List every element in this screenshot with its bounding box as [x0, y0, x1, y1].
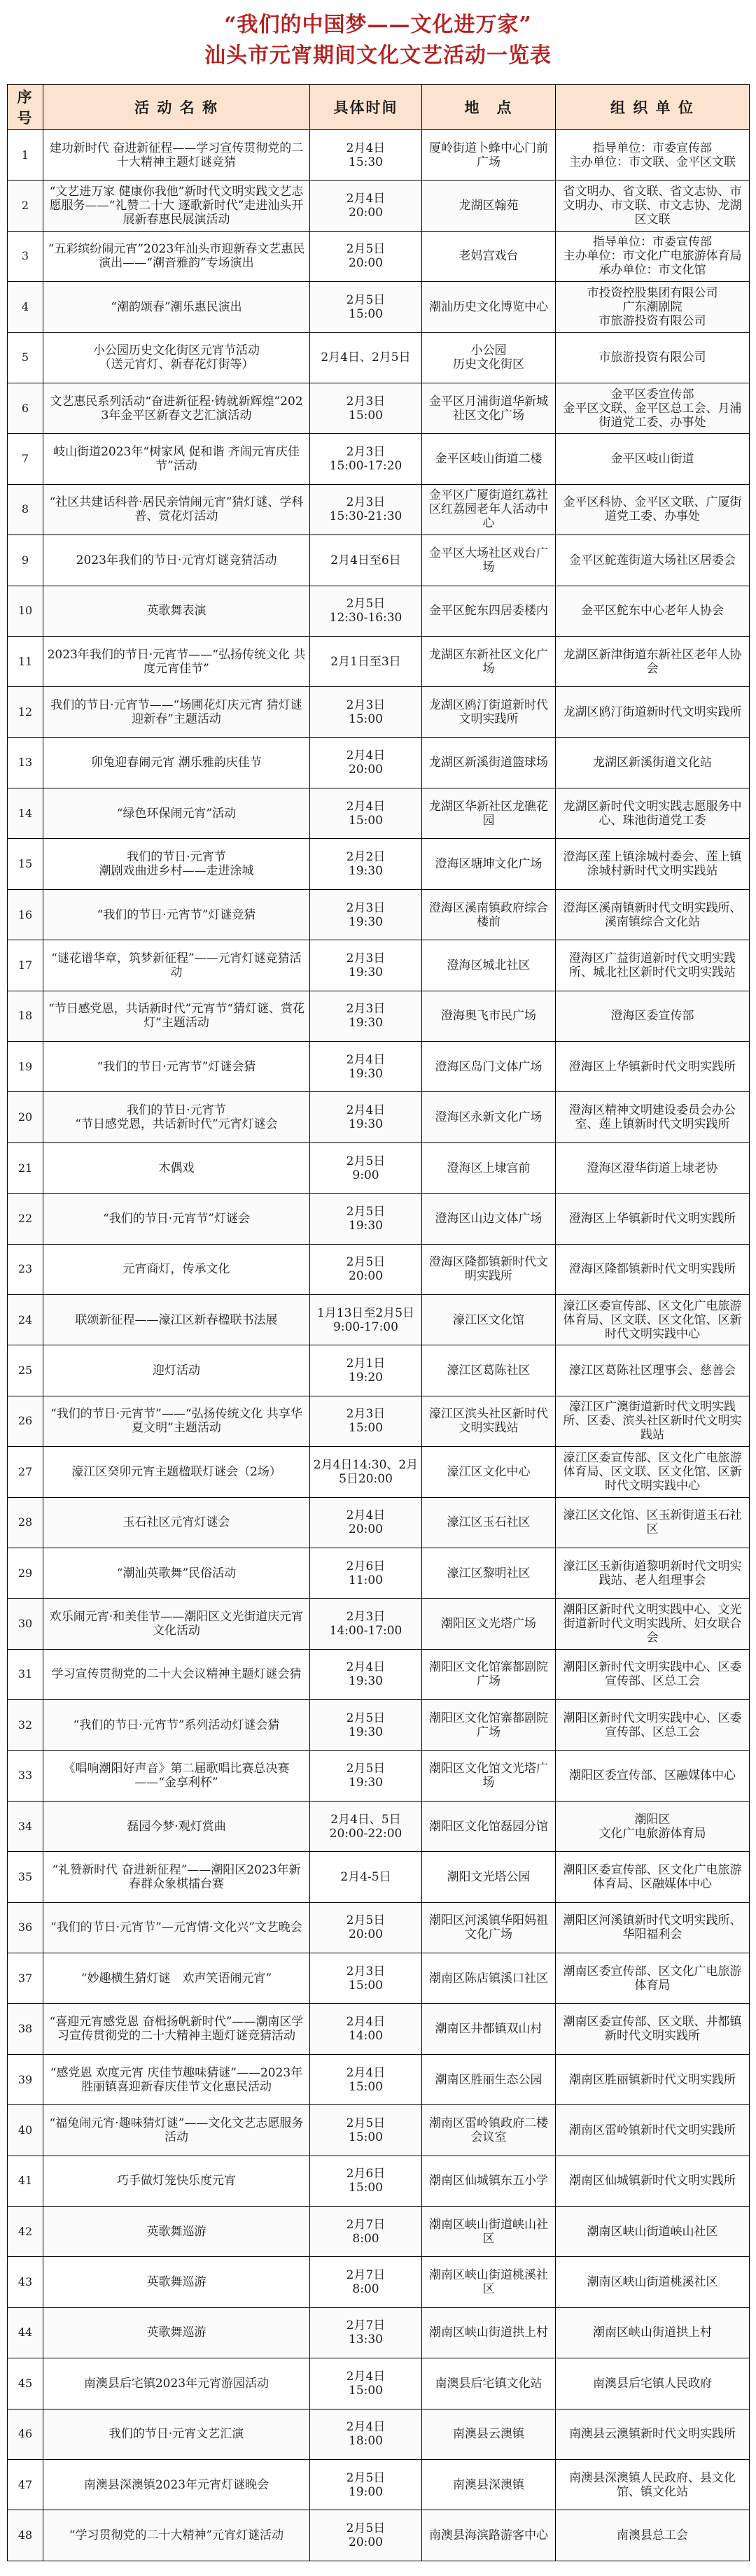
cell-organizer: 南澳县深澳镇人民政府、县文化馆、镇文化站: [556, 2459, 750, 2510]
cell-no: 26: [8, 1396, 43, 1446]
cell-activity-name: 英歌舞巡游: [43, 2257, 310, 2307]
cell-activity-name: “我们的节日·元宵节”—元宵情·文化兴”文艺晚会: [43, 1902, 310, 1953]
cell-place: 金平区大场社区戏台广场: [422, 535, 556, 586]
cell-time: 2月4日 14:00: [310, 2004, 422, 2054]
cell-no: 11: [8, 636, 43, 686]
cell-time: 2月5日 20:00: [310, 1902, 422, 1953]
cell-activity-name: 2023年我们的节日·元宵节——“弘扬传统文化 共度元宵佳节”: [43, 636, 310, 686]
cell-organizer: 濠江区文化馆、区玉新街道玉石社区: [556, 1497, 750, 1548]
cell-time: 2月3日 15:00-17:20: [310, 434, 422, 484]
cell-place: 南澳县后宅镇文化站: [422, 2358, 556, 2409]
cell-organizer: 潮南区委宣传部、区文化广电旅游体育局: [556, 1953, 750, 2004]
table-row: [8, 2510, 750, 2561]
table-row: [8, 839, 750, 889]
cell-organizer: 澄海区隆都镇新时代文明实践所: [556, 1244, 750, 1294]
cell-no: 24: [8, 1294, 43, 1345]
cell-activity-name: “我们的节日·元宵节”灯谜会: [43, 1194, 310, 1244]
cell-no: 44: [8, 2307, 43, 2358]
cell-time: 2月3日 19:30: [310, 889, 422, 940]
cell-activity-name: 2023年我们的节日·元宵灯谜竞猜活动: [43, 535, 310, 586]
cell-no: 38: [8, 2004, 43, 2054]
cell-no: 20: [8, 1092, 43, 1142]
cell-place: 濠江区黎明社区: [422, 1548, 556, 1598]
table-row: [8, 332, 750, 383]
cell-no: 16: [8, 889, 43, 940]
table-row: [8, 1801, 750, 1851]
table-row: [8, 991, 750, 1041]
cell-time: 2月4日 20:00: [310, 1497, 422, 1548]
page-title: “我们的中国梦——文化进万家”: [224, 13, 532, 37]
column-header-org: 组 织 单 位: [556, 85, 750, 130]
page-subtitle: 汕头市元宵期间文化文艺活动一览表: [204, 43, 552, 68]
cell-place: 濠江区文化馆: [422, 1294, 556, 1345]
cell-organizer: 澄海区溪南镇新时代文明实践所、溪南镇综合文化站: [556, 889, 750, 940]
cell-place: 澄海区上埭宫前: [422, 1142, 556, 1193]
cell-place: 潮南区峡山街道峡山社区: [422, 2207, 556, 2257]
cell-place: 濠江区文化中心: [422, 1447, 556, 1497]
table-row: [8, 1700, 750, 1750]
cell-organizer: 金平区科协、金平区文联、广厦街道党工委、办事处: [556, 484, 750, 535]
cell-time: 2月4日、2月5日: [310, 332, 422, 383]
cell-no: 14: [8, 788, 43, 839]
cell-place: 澄海区塘坤文化广场: [422, 839, 556, 889]
table-row: [8, 1548, 750, 1598]
table-row: [8, 1244, 750, 1294]
cell-activity-name: 南澳县后宅镇2023年元宵游园活动: [43, 2358, 310, 2409]
cell-time: 2月7日 8:00: [310, 2257, 422, 2307]
table-row: [8, 1599, 750, 1649]
cell-activity-name: 木偶戏: [43, 1142, 310, 1193]
table-row: [8, 2207, 750, 2257]
cell-organizer: 澄海区上华镇新时代文明实践所: [556, 1194, 750, 1244]
cell-place: 老妈宫戏台: [422, 231, 556, 281]
cell-no: 37: [8, 1953, 43, 2004]
table-row: [8, 1750, 750, 1801]
cell-time: 2月6日 11:00: [310, 1548, 422, 1598]
table-row: [8, 2459, 750, 2510]
cell-organizer: 龙湖区新津街道东新社区老年人协会: [556, 636, 750, 686]
cell-time: 1月13日至2月5日 9:00-17:00: [310, 1294, 422, 1345]
cell-activity-name: “文艺进万家 健康你我他”新时代文明实践文艺志愿服务——“礼赞二十大 逐歌新时代”走进汕头开展新春惠民展演活动: [43, 181, 310, 231]
table-row: [8, 1447, 750, 1497]
table-row: [8, 130, 750, 181]
cell-time: 2月3日 15:00: [310, 687, 422, 737]
cell-no: 25: [8, 1345, 43, 1396]
table-row: [8, 636, 750, 686]
cell-activity-name: “节日感党恩，共话新时代”元宵节“猜灯谜、赏花灯”主题活动: [43, 991, 310, 1041]
table-header-row: [8, 85, 750, 130]
cell-place: 潮阳区文化馆寨都剧院广场: [422, 1700, 556, 1750]
cell-organizer: 指导单位：市委宣传部 主办单位：市文化广电旅游体育局 承办单位：市文化馆: [556, 231, 750, 281]
cell-time: 2月5日 15:00: [310, 2105, 422, 2156]
cell-place: 潮南区陈店镇溪口社区: [422, 1953, 556, 2004]
cell-place: 潮阳文光塔公园: [422, 1852, 556, 1902]
cell-place: 南澳县海滨路游客中心: [422, 2510, 556, 2561]
cell-organizer: 澄海区委宣传部: [556, 991, 750, 1041]
cell-no: 5: [8, 332, 43, 383]
cell-activity-name: “谜花谱华章，筑梦新征程”——元宵灯谜竞猜活动: [43, 940, 310, 991]
cell-no: 32: [8, 1700, 43, 1750]
cell-time: 2月3日 15:00: [310, 1396, 422, 1446]
table-row: [8, 2409, 750, 2459]
cell-no: 1: [8, 130, 43, 181]
cell-time: 2月4日至6日: [310, 535, 422, 586]
cell-place: 金平区广厦街道红荔社区红荔园老年人活动中心: [422, 484, 556, 535]
table-row: [8, 889, 750, 940]
cell-activity-name: 文艺惠民系列活动“奋进新征程·铸就新辉煌”2023年金平区新春文艺汇演活动: [43, 383, 310, 433]
cell-place: 金平区月浦街道华新城社区文化广场: [422, 383, 556, 433]
cell-time: 2月7日 13:30: [310, 2307, 422, 2358]
cell-place: 龙湖区东新社区文化广场: [422, 636, 556, 686]
cell-no: 9: [8, 535, 43, 586]
cell-no: 15: [8, 839, 43, 889]
cell-time: 2月3日 15:00: [310, 1953, 422, 2004]
cell-organizer: 潮南区雷岭镇新时代文明实践所: [556, 2105, 750, 2156]
cell-place: 龙湖区新溪街道篮球场: [422, 737, 556, 788]
cell-organizer: 南澳县后宅镇人民政府: [556, 2358, 750, 2409]
column-header-name: 活 动 名 称: [43, 85, 310, 130]
table-row: [8, 383, 750, 433]
table-row: [8, 484, 750, 535]
cell-activity-name: “社区共建话科普·居民亲情闹元宵”猜灯谜、学科普、赏花灯活动: [43, 484, 310, 535]
cell-no: 19: [8, 1042, 43, 1092]
table-row: [8, 1345, 750, 1396]
cell-place: 澄海区隆都镇新时代文明实践所: [422, 1244, 556, 1294]
cell-time: 2月5日 19:30: [310, 1700, 422, 1750]
cell-organizer: 市投资控股集团有限公司 广东潮剧院 市旅游投资有限公司: [556, 282, 750, 332]
cell-activity-name: “感党恩 欢度元宵 庆佳节趣味猜谜”——2023年胜丽镇喜迎新春庆佳节文化惠民活动: [43, 2054, 310, 2104]
cell-time: 2月4日 19:30: [310, 1042, 422, 1092]
cell-no: 43: [8, 2257, 43, 2307]
cell-time: 2月4日14:30、2月5日20:00: [310, 1447, 422, 1497]
cell-time: 2月5日 15:00: [310, 282, 422, 332]
cell-time: 2月5日 19:30: [310, 1750, 422, 1801]
cell-organizer: 金平区岐山街道: [556, 434, 750, 484]
cell-no: 33: [8, 1750, 43, 1801]
activity-table: [7, 84, 750, 2561]
cell-no: 40: [8, 2105, 43, 2156]
cell-no: 2: [8, 181, 43, 231]
cell-organizer: 金平区鮀东中心老年人协会: [556, 586, 750, 636]
cell-time: 2月4日 20:00: [310, 181, 422, 231]
cell-organizer: 龙湖区新溪街道文化站: [556, 737, 750, 788]
cell-activity-name: “我们的节日·元宵节”系列活动灯谜会猜: [43, 1700, 310, 1750]
cell-place: 潮南区井都镇双山村: [422, 2004, 556, 2054]
cell-activity-name: 我们的节日·元宵文艺汇演: [43, 2409, 310, 2459]
table-row: [8, 1194, 750, 1244]
cell-no: 22: [8, 1194, 43, 1244]
cell-organizer: 澄海区精神文明建设委员会办公室、莲上镇新时代文明实践所: [556, 1092, 750, 1142]
cell-no: 31: [8, 1649, 43, 1699]
table-row: [8, 181, 750, 231]
cell-organizer: 南澳县云澳镇新时代文明实践所: [556, 2409, 750, 2459]
cell-no: 27: [8, 1447, 43, 1497]
cell-activity-name: 英歌舞巡游: [43, 2207, 310, 2257]
cell-place: 南澳县深澳镇: [422, 2459, 556, 2510]
cell-activity-name: “喜迎元宵感党恩 奋楫扬帆新时代”——潮南区学习宣传贯彻党的二十大精神主题灯谜竞猜活动: [43, 2004, 310, 2054]
cell-no: 13: [8, 737, 43, 788]
table-row: [8, 2054, 750, 2104]
cell-place: 潮阳区文光塔广场: [422, 1599, 556, 1649]
cell-activity-name: 英歌舞表演: [43, 586, 310, 636]
cell-place: 南澳县云澳镇: [422, 2409, 556, 2459]
cell-activity-name: 岐山街道2023年“树家风 促和谐 齐闹元宵庆佳节”活动: [43, 434, 310, 484]
table-row: [8, 1953, 750, 2004]
cell-organizer: 潮阳区委宣传部、区融媒体中心: [556, 1750, 750, 1801]
cell-organizer: 潮阳区新时代文明实践中心、文光街道新时代文明实践所、妇女联合会: [556, 1599, 750, 1649]
cell-activity-name: “妙趣横生猜灯谜 欢声笑语闹元宵”: [43, 1953, 310, 2004]
cell-no: 17: [8, 940, 43, 991]
column-header-time: 具体时间: [310, 85, 422, 130]
table-row: [8, 1649, 750, 1699]
cell-activity-name: 元宵商灯，传承文化: [43, 1244, 310, 1294]
cell-activity-name: 学习宣传贯彻党的二十大会议精神主题灯谜会猜: [43, 1649, 310, 1699]
cell-time: 2月4日 15:00: [310, 2054, 422, 2104]
cell-organizer: 濠江区葛陈社区理事会、慈善会: [556, 1345, 750, 1396]
cell-place: 潮南区峡山街道拱上村: [422, 2307, 556, 2358]
cell-activity-name: “福兔闹元宵·趣味猜灯谜”——文化文艺志愿服务活动: [43, 2105, 310, 2156]
cell-time: 2月4日、5日 20:00-22:00: [310, 1801, 422, 1851]
cell-organizer: 潮南区峡山街道峡山社区: [556, 2207, 750, 2257]
cell-place: 金平区鮀东四居委楼内: [422, 586, 556, 636]
cell-organizer: 潮南区仙城镇新时代文明实践所: [556, 2156, 750, 2206]
cell-no: 7: [8, 434, 43, 484]
cell-organizer: 潮南区胜丽镇新时代文明实践所: [556, 2054, 750, 2104]
table-body: [8, 130, 750, 2561]
cell-no: 35: [8, 1852, 43, 1902]
cell-no: 10: [8, 586, 43, 636]
cell-time: 2月1日 19:20: [310, 1345, 422, 1396]
cell-organizer: 金平区鮀莲街道大场社区居委会: [556, 535, 750, 586]
cell-time: 2月4-5日: [310, 1852, 422, 1902]
cell-time: 2月4日 20:00: [310, 737, 422, 788]
cell-time: 2月6日 15:00: [310, 2156, 422, 2206]
cell-place: 澄海区城北社区: [422, 940, 556, 991]
cell-no: 36: [8, 1902, 43, 1953]
cell-activity-name: “我们的节日·元宵节”——“弘扬传统文化 共享华夏文明”主题活动: [43, 1396, 310, 1446]
cell-no: 8: [8, 484, 43, 535]
cell-place: 龙湖区翰苑: [422, 181, 556, 231]
cell-organizer: 龙湖区鸥汀街道新时代文明实践所: [556, 687, 750, 737]
cell-activity-name: “绿色环保闹元宵”活动: [43, 788, 310, 839]
table-row: [8, 231, 750, 281]
cell-activity-name: “潮汕英歌舞”民俗活动: [43, 1548, 310, 1598]
cell-no: 34: [8, 1801, 43, 1851]
cell-organizer: 潮阳区新时代文明实践中心、区委宣传部、区总工会: [556, 1649, 750, 1699]
table-row: [8, 1396, 750, 1446]
cell-place: 澄海区永新文化广场: [422, 1092, 556, 1142]
cell-organizer: 澄海区广益街道新时代文明实践所、城北社区新时代文明实践站: [556, 940, 750, 991]
cell-organizer: 澄海区上华镇新时代文明实践所: [556, 1042, 750, 1092]
cell-no: 42: [8, 2207, 43, 2257]
cell-organizer: 省文明办、省文联、省文志协、市文明办、市文联、市文志协、龙湖区文联: [556, 181, 750, 231]
cell-activity-name: 我们的节日·元宵节 “节日感党恩，共话新时代”元宵灯谜会: [43, 1092, 310, 1142]
cell-time: 2月3日 19:30: [310, 991, 422, 1041]
cell-activity-name: 磊园今梦·观灯赏曲: [43, 1801, 310, 1851]
cell-activity-name: 巧手做灯笼快乐度元宵: [43, 2156, 310, 2206]
cell-place: 澄海奥飞市民广场: [422, 991, 556, 1041]
cell-activity-name: “五彩缤纷闹元宵”2023年汕头市迎新春文艺惠民演出——“潮音雅韵”专场演出: [43, 231, 310, 281]
table-row: [8, 2257, 750, 2307]
cell-time: 2月5日 19:30: [310, 1194, 422, 1244]
cell-place: 澄海区山边文体广场: [422, 1194, 556, 1244]
cell-activity-name: 濠江区癸卯元宵主题楹联灯谜会（2场）: [43, 1447, 310, 1497]
table-row: [8, 940, 750, 991]
cell-organizer: 指导单位：市委宣传部 主办单位：市文联、金平区文联: [556, 130, 750, 181]
cell-no: 39: [8, 2054, 43, 2104]
table-row: [8, 1092, 750, 1142]
cell-no: 4: [8, 282, 43, 332]
cell-no: 29: [8, 1548, 43, 1598]
cell-place: 金平区岐山街道二楼: [422, 434, 556, 484]
cell-time: 2月4日 15:00: [310, 2358, 422, 2409]
cell-activity-name: 迎灯活动: [43, 1345, 310, 1396]
cell-organizer: 濠江区玉新街道黎明新时代文明实践站、老人组理事会: [556, 1548, 750, 1598]
cell-activity-name: 建功新时代 奋进新征程——学习宣传贯彻党的二十大精神主题灯谜竞猜: [43, 130, 310, 181]
table-row: [8, 2358, 750, 2409]
cell-no: 23: [8, 1244, 43, 1294]
cell-time: 2月3日 19:30: [310, 940, 422, 991]
cell-no: 21: [8, 1142, 43, 1193]
cell-organizer: 潮阳区 文化广电旅游体育局: [556, 1801, 750, 1851]
cell-no: 18: [8, 991, 43, 1041]
cell-organizer: 潮阳区新时代文明实践中心、区委宣传部、区总工会: [556, 1700, 750, 1750]
cell-activity-name: “我们的节日·元宵节”灯谜竞猜: [43, 889, 310, 940]
table-row: [8, 687, 750, 737]
cell-time: 2月3日 15:30-21:30: [310, 484, 422, 535]
cell-place: 潮南区峡山街道桃溪社区: [422, 2257, 556, 2307]
cell-place: 潮阳区文化馆文光塔广场: [422, 1750, 556, 1801]
cell-place: 潮南区雷岭镇政府二楼会议室: [422, 2105, 556, 2156]
cell-time: 2月5日 19:00: [310, 2459, 422, 2510]
cell-place: 潮阳区文化馆磊园分馆: [422, 1801, 556, 1851]
cell-place: 濠江区滨头社区新时代文明实践站: [422, 1396, 556, 1446]
cell-time: 2月4日 19:30: [310, 1092, 422, 1142]
cell-no: 28: [8, 1497, 43, 1548]
cell-activity-name: 欢乐闹元宵·和美佳节——潮阳区文光街道庆元宵文化活动: [43, 1599, 310, 1649]
cell-activity-name: “我们的节日·元宵节”灯谜会猜: [43, 1042, 310, 1092]
cell-no: 3: [8, 231, 43, 281]
cell-organizer: 澄海区莲上镇涂城村委会、莲上镇涂城村新时代文明实践站: [556, 839, 750, 889]
cell-activity-name: 《唱响潮阳好声音》第二届歌唱比赛总决赛——“金享利杯”: [43, 1750, 310, 1801]
cell-organizer: 市旅游投资有限公司: [556, 332, 750, 383]
table-row: [8, 1497, 750, 1548]
cell-time: 2月5日 20:00: [310, 2510, 422, 2561]
cell-time: 2月5日 20:00: [310, 1244, 422, 1294]
cell-activity-name: 我们的节日·元宵节——“场圃花灯庆元宵 猜灯谜迎新春”主题活动: [43, 687, 310, 737]
cell-place: 潮阳区河溪镇华阳妈祖文化广场: [422, 1902, 556, 1953]
cell-activity-name: 联颂新征程——濠江区新春楹联书法展: [43, 1294, 310, 1345]
table-row: [8, 434, 750, 484]
table-row: [8, 788, 750, 839]
cell-organizer: 潮南区峡山街道桃溪社区: [556, 2257, 750, 2307]
cell-time: 2月7日 8:00: [310, 2207, 422, 2257]
cell-place: 澄海区岛门文体广场: [422, 1042, 556, 1092]
table-row: [8, 1852, 750, 1902]
cell-activity-name: 我们的节日·元宵节 潮剧戏曲进乡村——走进涂城: [43, 839, 310, 889]
column-header-no: 序号: [8, 85, 43, 130]
cell-organizer: 龙湖区新时代文明实践志愿服务中心、珠池街道党工委: [556, 788, 750, 839]
cell-place: 小公园 历史文化街区: [422, 332, 556, 383]
cell-no: 48: [8, 2510, 43, 2561]
cell-organizer: 南澳县总工会: [556, 2510, 750, 2561]
cell-time: 2月5日 12:30-16:30: [310, 586, 422, 636]
cell-time: 2月4日 18:00: [310, 2409, 422, 2459]
table-row: [8, 2156, 750, 2206]
cell-place: 濠江区玉石社区: [422, 1497, 556, 1548]
cell-organizer: 潮阳区河溪镇新时代文明实践所、华阳福利会: [556, 1902, 750, 1953]
cell-no: 12: [8, 687, 43, 737]
cell-organizer: 濠江区广澳街道新时代文明实践所、区委、滨头社区新时代文明实践站: [556, 1396, 750, 1446]
cell-place: 龙湖区华新社区龙礁花园: [422, 788, 556, 839]
cell-place: 龙湖区鸥汀街道新时代文明实践所: [422, 687, 556, 737]
cell-activity-name: “礼赞新时代 奋进新征程”——潮阳区2023年新春群众象棋擂台赛: [43, 1852, 310, 1902]
cell-organizer: 潮阳区委宣传部、区文化广电旅游体育局、区融媒体中心: [556, 1852, 750, 1902]
cell-no: 30: [8, 1599, 43, 1649]
cell-organizer: 金平区委宣传部 金平区文联、金平区总工会、月浦街道党工委、办事处: [556, 383, 750, 433]
table-row: [8, 282, 750, 332]
cell-activity-name: 南澳县深澳镇2023年元宵灯谜晚会: [43, 2459, 310, 2510]
cell-activity-name: 英歌舞巡游: [43, 2307, 310, 2358]
cell-no: 47: [8, 2459, 43, 2510]
cell-place: 潮汕历史文化博览中心: [422, 282, 556, 332]
cell-activity-name: “学习贯彻党的二十大精神”元宵灯谜活动: [43, 2510, 310, 2561]
cell-no: 41: [8, 2156, 43, 2206]
cell-time: 2月3日 15:00: [310, 383, 422, 433]
cell-time: 2月4日 15:00: [310, 788, 422, 839]
cell-time: 2月3日 14:00-17:00: [310, 1599, 422, 1649]
cell-time: 2月4日 19:30: [310, 1649, 422, 1699]
cell-place: 濠江区葛陈社区: [422, 1345, 556, 1396]
cell-no: 6: [8, 383, 43, 433]
table-row: [8, 1902, 750, 1953]
table-row: [8, 2105, 750, 2156]
cell-no: 45: [8, 2358, 43, 2409]
cell-place: 潮南区仙城镇东五小学: [422, 2156, 556, 2206]
cell-activity-name: 小公园历史文化街区元宵节活动 （送元宵灯、新春花灯街等）: [43, 332, 310, 383]
table-row: [8, 2307, 750, 2358]
cell-organizer: 濠江区委宣传部、区文化广电旅游体育局、区文联、区文化馆、区新时代文明实践中心: [556, 1447, 750, 1497]
page-header: [0, 0, 756, 84]
table-row: [8, 1142, 750, 1193]
table-row: [8, 1294, 750, 1345]
column-header-place: 地 点: [422, 85, 556, 130]
cell-time: 2月5日 9:00: [310, 1142, 422, 1193]
cell-no: 46: [8, 2409, 43, 2459]
cell-activity-name: “潮韵颂春”潮乐惠民演出: [43, 282, 310, 332]
cell-organizer: 澄海区澄华街道上埭老协: [556, 1142, 750, 1193]
table-row: [8, 586, 750, 636]
cell-organizer: 潮南区峡山街道拱上村: [556, 2307, 750, 2358]
cell-organizer: 濠江区委宣传部、区文化广电旅游体育局、区文联、区文化馆、区新时代文明实践中心: [556, 1294, 750, 1345]
cell-activity-name: 玉石社区元宵灯谜会: [43, 1497, 310, 1548]
table-row: [8, 535, 750, 586]
cell-organizer: 潮南区委宣传部、区文联、井都镇新时代文明实践所: [556, 2004, 750, 2054]
cell-time: 2月4日 15:30: [310, 130, 422, 181]
cell-place: 潮阳区文化馆寨都剧院广场: [422, 1649, 556, 1699]
table-row: [8, 1042, 750, 1092]
cell-place: 澄海区溪南镇政府综合楼前: [422, 889, 556, 940]
cell-place: 潮南区胜丽生态公园: [422, 2054, 556, 2104]
cell-time: 2月2日 19:30: [310, 839, 422, 889]
cell-place: 厦岭街道卜蜂中心门前广场: [422, 130, 556, 181]
cell-time: 2月1日至3日: [310, 636, 422, 686]
cell-activity-name: 卯兔迎春闹元宵 潮乐雅韵庆佳节: [43, 737, 310, 788]
cell-time: 2月5日 20:00: [310, 231, 422, 281]
table-row: [8, 2004, 750, 2054]
table-row: [8, 737, 750, 788]
